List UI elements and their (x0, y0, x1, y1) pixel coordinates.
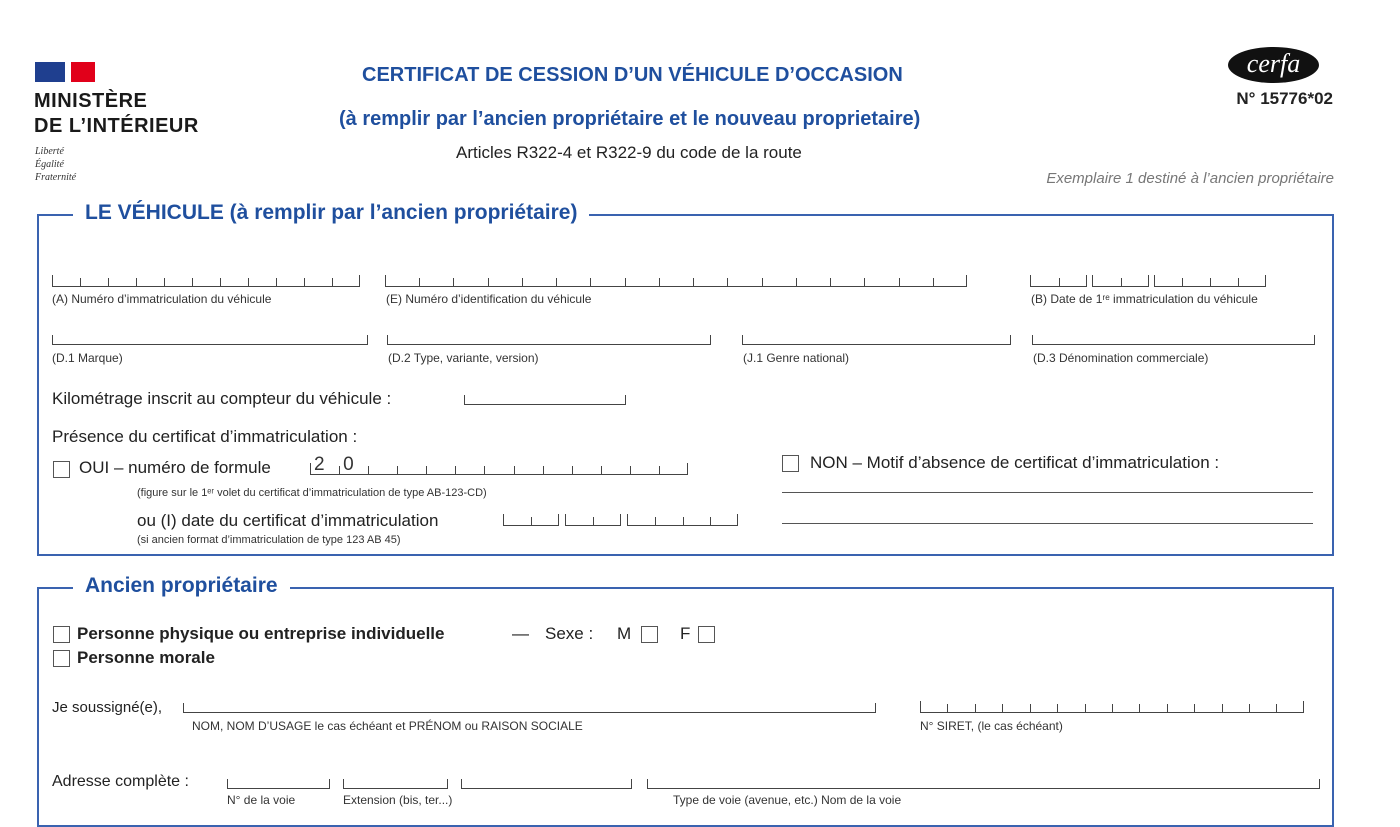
comb-cell (947, 703, 974, 713)
commercial-name-field[interactable] (1032, 335, 1315, 345)
comb-digit: 2 (314, 454, 325, 475)
comb-cell (864, 277, 898, 287)
comb-cell (514, 465, 543, 475)
comb-cell (484, 465, 513, 475)
comb-cell (1085, 703, 1112, 713)
comb-cell (426, 465, 455, 475)
sexe-m-checkbox[interactable] (641, 626, 658, 643)
comb-cell (796, 277, 830, 287)
flag-logo-blue (35, 62, 65, 82)
comb-cell (52, 277, 80, 287)
label-j1: (J.1 Genre national) (743, 351, 850, 365)
comb-cell (1059, 277, 1088, 287)
mileage-field[interactable] (464, 395, 626, 405)
comb-cell (627, 516, 655, 526)
street-extension-field[interactable] (343, 779, 448, 789)
plate-number-field[interactable] (52, 277, 360, 287)
form-subtitle: (à remplir par l’ancien propriétaire et le nouveau proprietaire) (339, 108, 921, 130)
f-label: F (680, 624, 691, 643)
siret-caption: N° SIRET, (le cas échéant) (920, 719, 1063, 733)
comb-cell (1182, 277, 1210, 287)
comb-cell (1210, 277, 1238, 287)
comb-cell (136, 277, 164, 287)
ministry-name-1: MINISTÈRE (34, 90, 148, 112)
comb-cell (933, 277, 967, 287)
vehicle-section (37, 214, 1334, 556)
comb-cell (762, 277, 796, 287)
oui-note: (figure sur le 1ᵉʳ volet du certificat d’immatriculation de type AB-123-CD) (137, 487, 487, 499)
absence-reason-line-2[interactable] (782, 523, 1313, 524)
comb-cell (920, 703, 947, 713)
comb-cell (310, 454, 339, 475)
copy-note: Exemplaire 1 destiné à l’ancien propriétaire (1046, 170, 1334, 187)
comb-cell (1112, 703, 1139, 713)
dash: — (512, 624, 529, 643)
comb-cell (565, 516, 593, 526)
addr-caption-extension: Extension (bis, ter...) (343, 793, 453, 807)
physique-label: Personne physique ou entreprise individuelle (77, 624, 445, 643)
comb-cell (899, 277, 933, 287)
date-note: (si ancien format d’immatriculation de type 123 AB 45) (137, 534, 401, 546)
comb-cell (630, 465, 659, 475)
date-label: ou (I) date du certificat d’immatriculation (137, 511, 439, 530)
comb-cell (655, 516, 683, 526)
comb-cell (1030, 703, 1057, 713)
street-type-field[interactable] (461, 779, 632, 789)
comb-cell (332, 277, 360, 287)
comb-cell (593, 516, 621, 526)
label-e: (E) Numéro d’identification du véhicule (386, 292, 592, 306)
comb-cell (693, 277, 727, 287)
articles: Articles R322-4 et R322-9 du code de la route (456, 143, 802, 162)
non-checkbox[interactable] (782, 455, 799, 472)
comb-cell (531, 516, 559, 526)
comb-cell (385, 277, 419, 287)
motto-2: Égalité (35, 159, 64, 170)
cert-date-day-field[interactable] (503, 516, 559, 526)
m-label: M (617, 624, 632, 643)
comb-cell (397, 465, 426, 475)
absence-reason-line-1[interactable] (782, 492, 1313, 493)
comb-digit: 0 (343, 454, 354, 475)
street-number-field[interactable] (227, 779, 330, 789)
comb-cell (339, 454, 368, 475)
motto (35, 145, 76, 184)
morale-label: Personne morale (77, 648, 215, 667)
ministry-name-2: DE L’INTÉRIEUR (34, 115, 199, 137)
sexe-f-checkbox[interactable] (698, 626, 715, 643)
comb-cell (455, 465, 484, 475)
first-reg-month-field[interactable] (1092, 277, 1149, 287)
first-reg-year-field[interactable] (1154, 277, 1266, 287)
type-field[interactable] (387, 335, 711, 345)
comb-cell (572, 465, 601, 475)
label-b: (B) Date de 1ʳᵉ immatriculation du véhicule (1031, 292, 1258, 306)
comb-cell (683, 516, 711, 526)
formule-number-field[interactable] (310, 454, 688, 475)
comb-cell (1154, 277, 1182, 287)
first-reg-day-field[interactable] (1030, 277, 1087, 287)
comb-cell (556, 277, 590, 287)
comb-cell (522, 277, 556, 287)
cerfa-number: N° 15776*02 (1236, 89, 1333, 108)
comb-cell (453, 277, 487, 287)
cert-date-year-field[interactable] (627, 516, 738, 526)
comb-cell (1002, 703, 1029, 713)
comb-cell (1092, 277, 1121, 287)
comb-cell (108, 277, 136, 287)
comb-cell (601, 465, 630, 475)
comb-cell (1249, 703, 1276, 713)
comb-cell (1139, 703, 1166, 713)
address-label: Adresse complète : (52, 773, 189, 790)
brand-field[interactable] (52, 335, 368, 345)
comb-cell (625, 277, 659, 287)
presence-label: Présence du certificat d’immatriculation : (52, 427, 358, 446)
comb-cell (1057, 703, 1084, 713)
comb-cell (1222, 703, 1249, 713)
addr-caption-number: N° de la voie (227, 793, 296, 807)
cert-date-month-field[interactable] (565, 516, 621, 526)
motto-1: Liberté (35, 146, 64, 157)
addr-caption-street: Type de voie (avenue, etc.) Nom de la voie (673, 793, 902, 807)
physique-checkbox[interactable] (53, 626, 70, 643)
comb-cell (276, 277, 304, 287)
non-label: NON – Motif d’absence de certificat d’immatriculation : (810, 453, 1220, 472)
name-caption: NOM, NOM D’USAGE le cas échéant et PRÉNOM ou RAISON SOCIALE (192, 719, 583, 733)
street-name-field[interactable] (647, 779, 1320, 789)
cerfa-logo: cerfa (1228, 47, 1319, 83)
mileage-label: Kilométrage inscrit au compteur du véhicule : (52, 389, 392, 408)
sexe-label: Sexe : (545, 624, 594, 643)
comb-cell (975, 703, 1002, 713)
comb-cell (192, 277, 220, 287)
comb-cell (1276, 703, 1303, 713)
comb-cell (830, 277, 864, 287)
morale-checkbox[interactable] (53, 650, 70, 667)
vin-field[interactable] (385, 277, 967, 287)
comb-cell (543, 465, 572, 475)
label-a: (A) Numéro d’immatriculation du véhicule (52, 292, 272, 306)
form-title: CERTIFICAT DE CESSION D’UN VÉHICULE D’OCCASION (362, 64, 903, 86)
label-d3: (D.3 Dénomination commerciale) (1033, 351, 1209, 365)
comb-cell (1238, 277, 1266, 287)
siret-field[interactable] (920, 703, 1304, 713)
flag-logo-red (71, 62, 95, 82)
comb-cell (710, 516, 738, 526)
comb-cell (503, 516, 531, 526)
oui-checkbox[interactable] (53, 461, 70, 478)
name-field[interactable] (183, 703, 876, 713)
motto-3: Fraternité (35, 172, 77, 183)
label-d1: (D.1 Marque) (52, 351, 123, 365)
oui-label: OUI – numéro de formule (79, 458, 271, 477)
soussigne-label: Je soussigné(e), (52, 699, 163, 716)
comb-cell (1194, 703, 1221, 713)
comb-cell (590, 277, 624, 287)
comb-cell (304, 277, 332, 287)
comb-cell (727, 277, 761, 287)
comb-cell (419, 277, 453, 287)
comb-cell (368, 465, 397, 475)
comb-cell (248, 277, 276, 287)
comb-cell (1121, 277, 1150, 287)
vehicle-legend: LE VÉHICULE (à remplir par l’ancien propriétaire) (73, 201, 589, 225)
comb-cell (659, 465, 688, 475)
label-d2: (D.2 Type, variante, version) (388, 351, 539, 365)
comb-cell (1167, 703, 1194, 713)
comb-cell (80, 277, 108, 287)
owner-legend: Ancien propriétaire (73, 574, 290, 598)
comb-cell (659, 277, 693, 287)
genre-field[interactable] (742, 335, 1011, 345)
comb-cell (488, 277, 522, 287)
comb-cell (220, 277, 248, 287)
comb-cell (1030, 277, 1059, 287)
comb-cell (164, 277, 192, 287)
